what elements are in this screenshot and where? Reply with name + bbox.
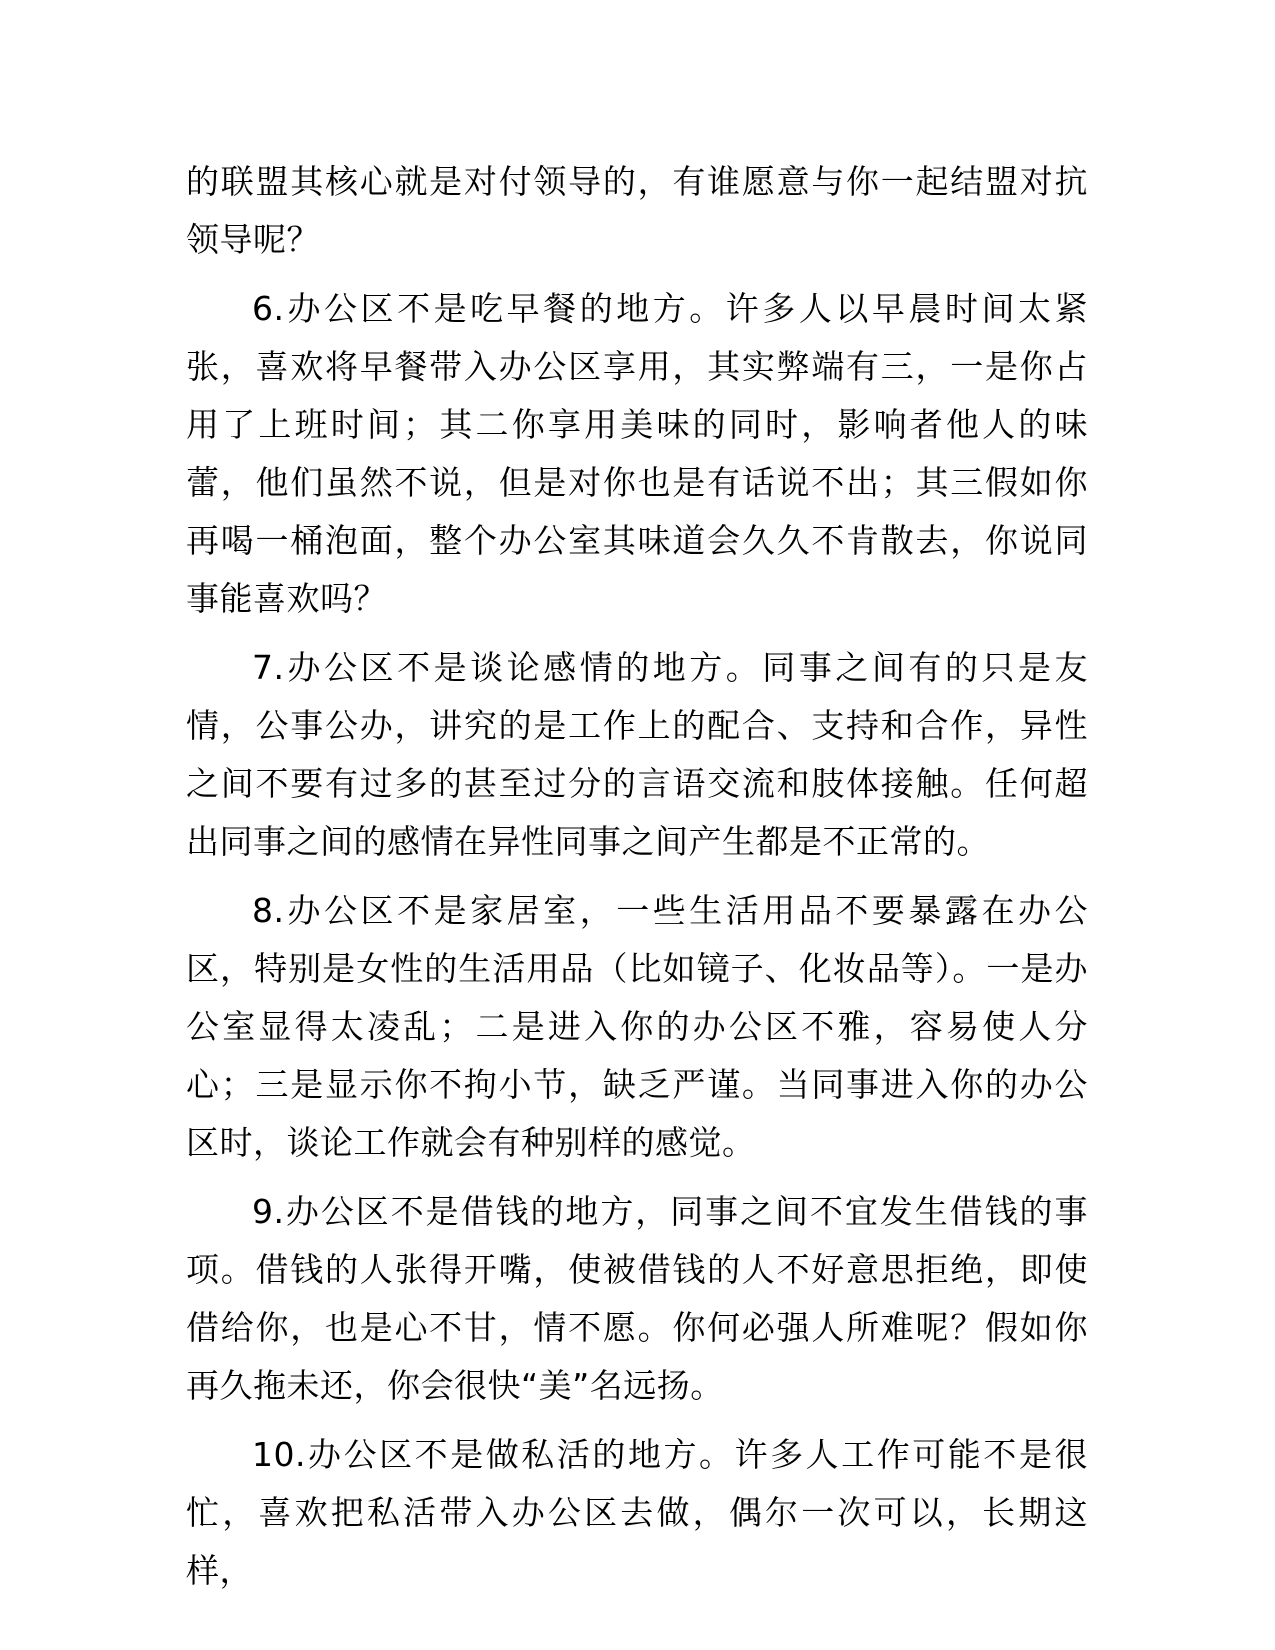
paragraph-item-10: 10.办公区不是做私活的地方。许多人工作可能不是很忙，喜欢把私活带入办公区去做，偶尔一次可以，长期这样， [186, 1435, 1088, 1590]
paragraph-item-8: 8.办公区不是家居室，一些生活用品不要暴露在办公区，特别是女性的生活用品（比如镜子、化妆品等）。一是办公室显得太凌乱；二是进入你的办公区不雅，容易使人分心；三是显示你不拘小节，缺乏严谨。当同事进入你的办公区时，谈论工作就会有种别样的感觉。 [186, 891, 1088, 1162]
paragraph-continuation: 的联盟其核心就是对付领导的，有谁愿意与你一起结盟对抗领导呢？ [186, 162, 1088, 259]
paragraph-item-6: 6.办公区不是吃早餐的地方。许多人以早晨时间太紧张，喜欢将早餐带入办公区享用，其实弊端有三，一是你占用了上班时间；其二你享用美味的同时，影响者他人的味蕾，他们虽然不说，但是对你也是有话说不出；其三假如你再喝一桶泡面，整个办公室其味道会久久不肯散去，你说同事能喜欢吗？ [186, 289, 1088, 618]
paragraph-item-7: 7.办公区不是谈论感情的地方。同事之间有的只是友情，公事公办，讲究的是工作上的配合、支持和合作，异性之间不要有过多的甚至过分的言语交流和肢体接触。任何超出同事之间的感情在异性同事之间产生都是不正常的。 [186, 648, 1088, 861]
paragraph-item-9: 9.办公区不是借钱的地方，同事之间不宜发生借钱的事项。借钱的人张得开嘴，使被借钱的人不好意思拒绝，即使借给你，也是心不甘，情不愿。你何必强人所难呢？假如你再久拖未还，你会很快“美”名远扬。 [186, 1192, 1088, 1405]
document-body [186, 153, 1088, 1611]
